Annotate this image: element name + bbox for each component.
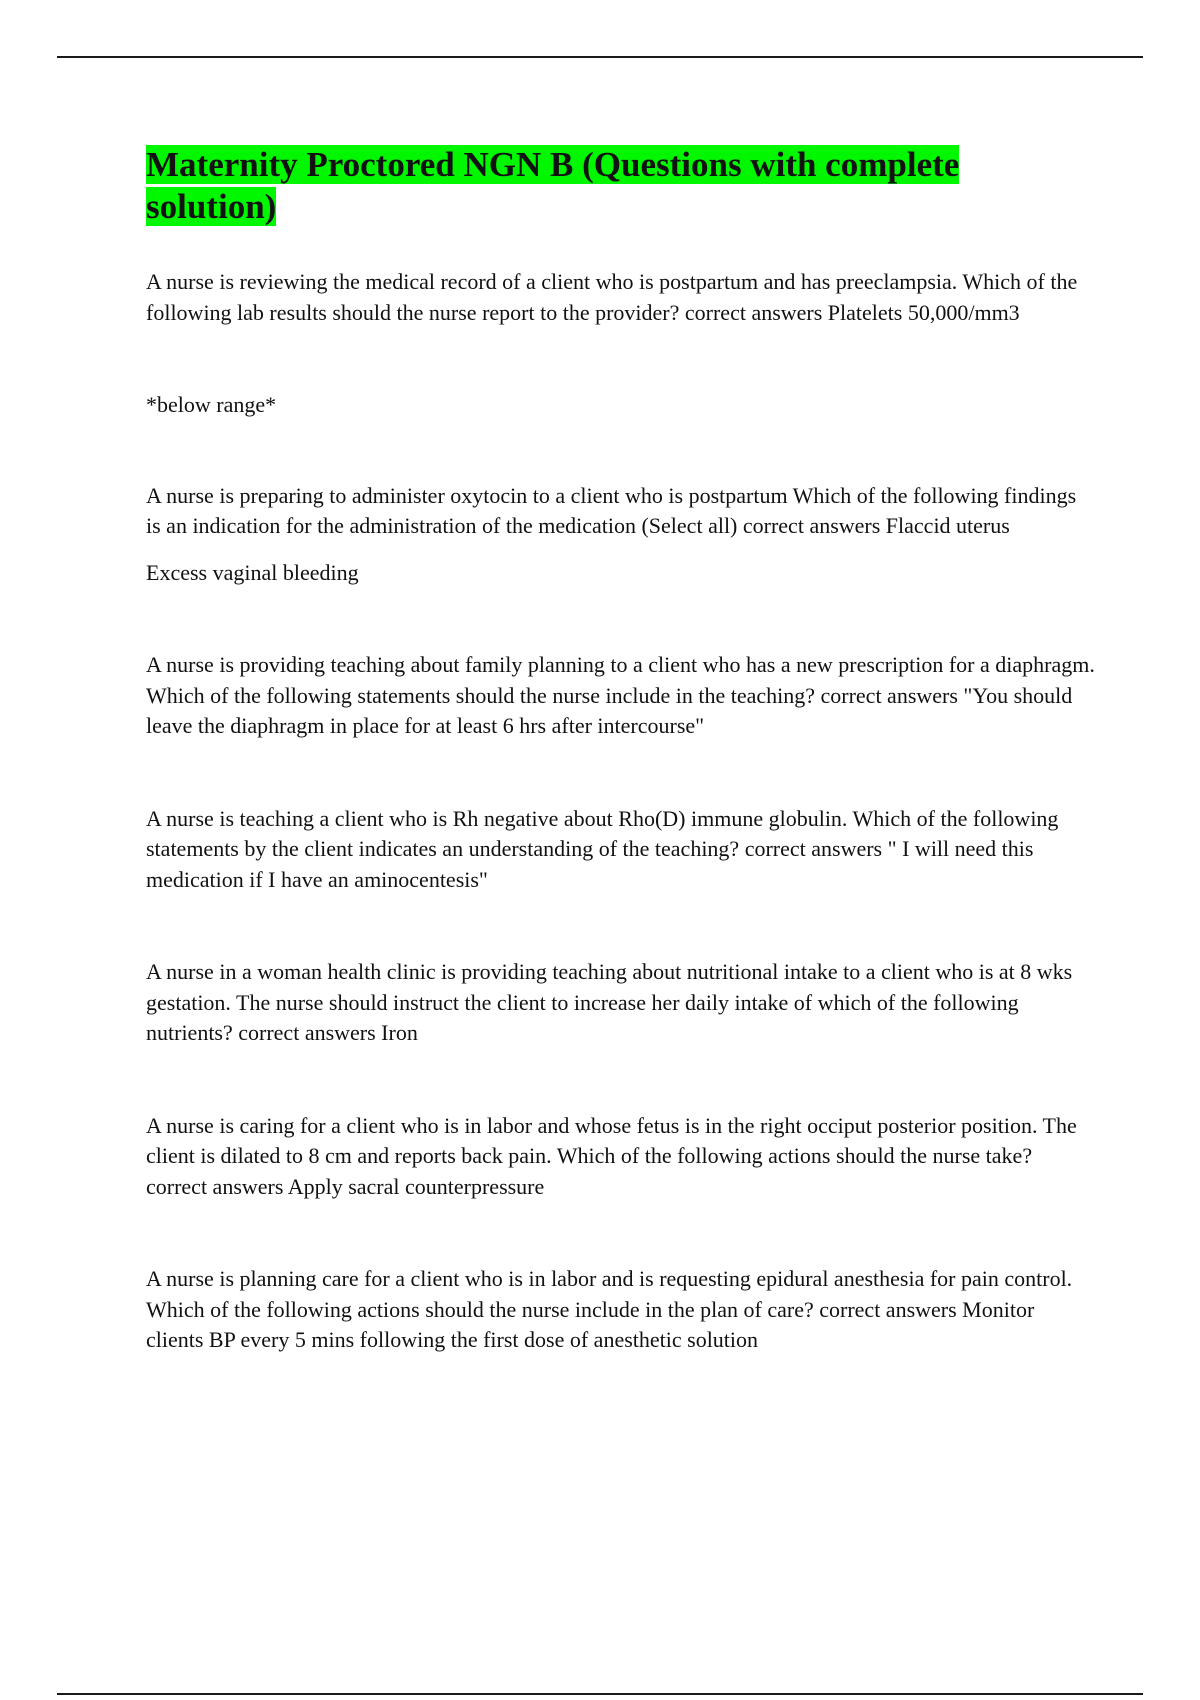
- question-answer-5: A nurse in a woman health clinic is providing teaching about nutritional intake to a client who is at 8 wks gestation. The nurse should instruct the client to increase her daily intake of which of the following nutrients? correct answers Iron: [146, 959, 1073, 1045]
- question-answer-6: A nurse is caring for a client who is in labor and whose fetus is in the right occiput posterior position. The client is dilated to 8 cm and reports back pain. Which of the following actions should the nurse take? correct answers Apply sacral counterpressure: [146, 1112, 1077, 1199]
- answer-continuation: Excess vaginal bleeding: [146, 559, 359, 585]
- footer-rule: [57, 1693, 1143, 1695]
- title-highlight: Maternity Proctored NGN B (Questions with complete solution): [146, 145, 960, 226]
- document-title: [146, 144, 1026, 228]
- question-answer-1: A nurse is reviewing the medical record of a client who is postpartum and has preeclampsia. Which of the following lab results should the nurse report to the provider? correct answers Platelets 50,000/mm3: [146, 269, 1078, 325]
- question-answer-7: A nurse is planning care for a client who is in labor and is requesting epidural anesthesia for pain control. Which of the following actions should the nurse include in the plan of care? correct answers Monitor clients BP every 5 mins following the first dose of anesthetic solution: [146, 1266, 1073, 1352]
- answer-note: *below range*: [146, 392, 277, 417]
- question-answer-3: A nurse is providing teaching about family planning to a client who has a new prescription for a diaphragm. Which of the following statements should the nurse include in the teaching? correct answers "You should leave the diaphragm in place for at least 6 hrs after intercourse": [146, 652, 1095, 738]
- question-answer-2: A nurse is preparing to administer oxytocin to a client who is postpartum Which of the following findings is an indication for the administration of the medication (Select all) correct answers Flaccid uterus: [146, 482, 1077, 538]
- header-rule: [57, 56, 1143, 58]
- question-answer-4: A nurse is teaching a client who is Rh negative about Rho(D) immune globulin. Which of the following statements by the client indicates an understanding of the teaching? correct answers " I will need this medication if I have an aminocentesis": [146, 805, 1059, 892]
- document-body: [146, 144, 1096, 1356]
